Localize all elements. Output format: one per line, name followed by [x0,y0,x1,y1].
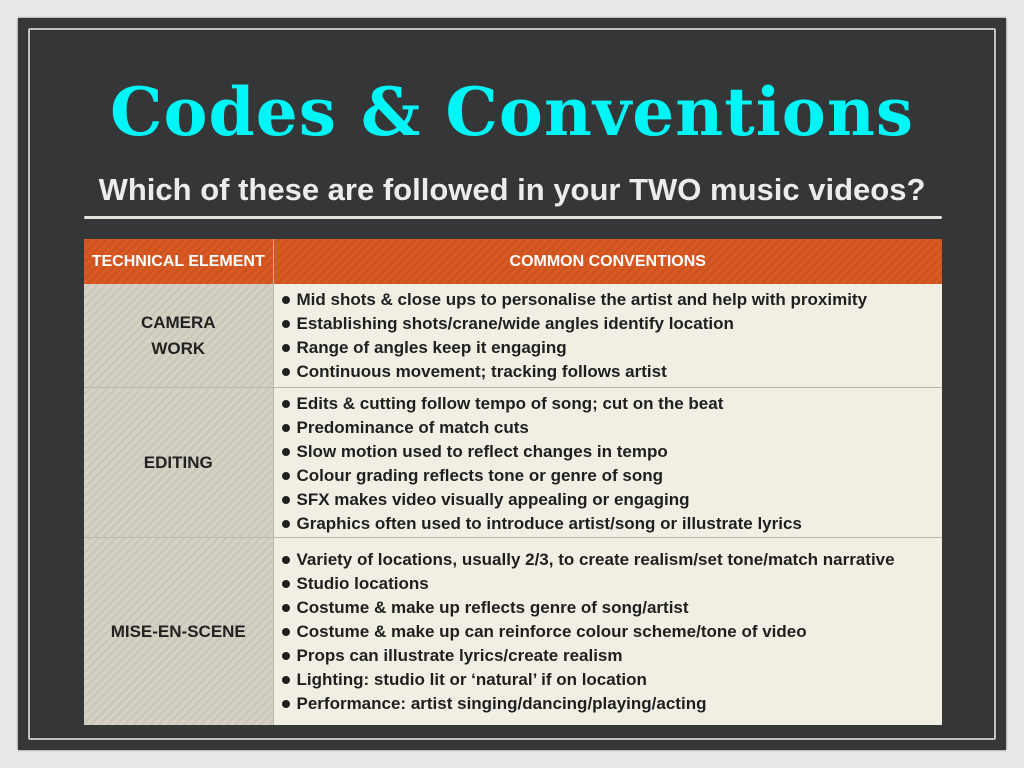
list-item [282,512,943,536]
element-label-line: CAMERA [140,312,216,332]
bullet-icon [282,400,290,408]
bullet-icon [282,652,290,660]
bullet-icon [282,496,290,504]
convention-text: Edits & cutting follow tempo of song; cut on the beat [296,394,724,413]
list-item [282,572,943,596]
bullet-icon [282,604,290,612]
table-row [84,388,942,538]
bullet-icon [282,700,290,708]
convention-text: Continuous movement; tracking follows artist [296,362,667,381]
conventions-cell [273,388,942,538]
convention-text: Range of angles keep it engaging [296,338,567,357]
element-label-line: MISE-EN-SCENE [110,621,246,641]
convention-text: Slow motion used to reflect changes in tempo [296,442,668,461]
list-item [282,644,943,668]
list-item [282,596,943,620]
list-item [282,416,943,440]
convention-text: Variety of locations, usually 2/3, to create realism/set tone/match narrative [296,550,895,569]
list-item [282,668,943,692]
list-item [282,336,943,360]
conventions-table [84,239,942,725]
convention-text: Costume & make up can reinforce colour scheme/tone of video [296,622,807,641]
conventions-list [274,388,943,536]
header-technical-element: TECHNICAL ELEMENT [84,239,273,284]
convention-text: Establishing shots/crane/wide angles identify location [296,314,734,333]
bullet-icon [282,296,290,304]
list-item [282,288,943,312]
convention-text: Performance: artist singing/dancing/playing/acting [296,694,707,713]
bullet-icon [282,556,290,564]
bullet-icon [282,344,290,352]
list-item [282,440,943,464]
element-camera-work [84,284,273,388]
convention-text: Props can illustrate lyrics/create realism [296,646,623,665]
conventions-cell [273,538,942,726]
bullet-icon [282,320,290,328]
convention-text: Graphics often used to introduce artist/song or illustrate lyrics [296,514,802,533]
element-label-line: EDITING [143,452,213,472]
header-common-conventions: COMMON CONVENTIONS [273,239,942,284]
table-header-row [84,239,942,284]
bullet-icon [282,448,290,456]
table-row [84,284,942,388]
divider-line [84,216,942,219]
list-item [282,360,943,384]
conventions-list [274,284,943,384]
convention-text: Lighting: studio lit or ‘natural’ if on location [296,670,647,689]
convention-text: Colour grading reflects tone or genre of song [296,466,663,485]
table-row [84,538,942,726]
list-item [282,488,943,512]
list-item [282,620,943,644]
convention-text: Predominance of match cuts [296,418,529,437]
list-item [282,692,943,716]
element-editing [84,388,273,538]
bullet-icon [282,424,290,432]
slide-subtitle: Which of these are followed in your TWO music videos? [98,172,926,207]
list-item [282,392,943,416]
convention-text: SFX makes video visually appealing or engaging [296,490,690,509]
list-item [282,548,943,572]
bullet-icon [282,520,290,528]
list-item [282,464,943,488]
conventions-cell [273,284,942,388]
bullet-icon [282,628,290,636]
bullet-icon [282,368,290,376]
element-mise-en-scene [84,538,273,726]
bullet-icon [282,580,290,588]
convention-text: Costume & make up reflects genre of song/artist [296,598,689,617]
list-item [282,312,943,336]
convention-text: Studio locations [296,574,429,593]
bullet-icon [282,472,290,480]
bullet-icon [282,676,290,684]
element-label-line: WORK [151,338,206,358]
slide-title: Codes & Conventions [110,73,914,151]
conventions-list [274,538,943,716]
convention-text: Mid shots & close ups to personalise the artist and help with proximity [296,290,868,309]
